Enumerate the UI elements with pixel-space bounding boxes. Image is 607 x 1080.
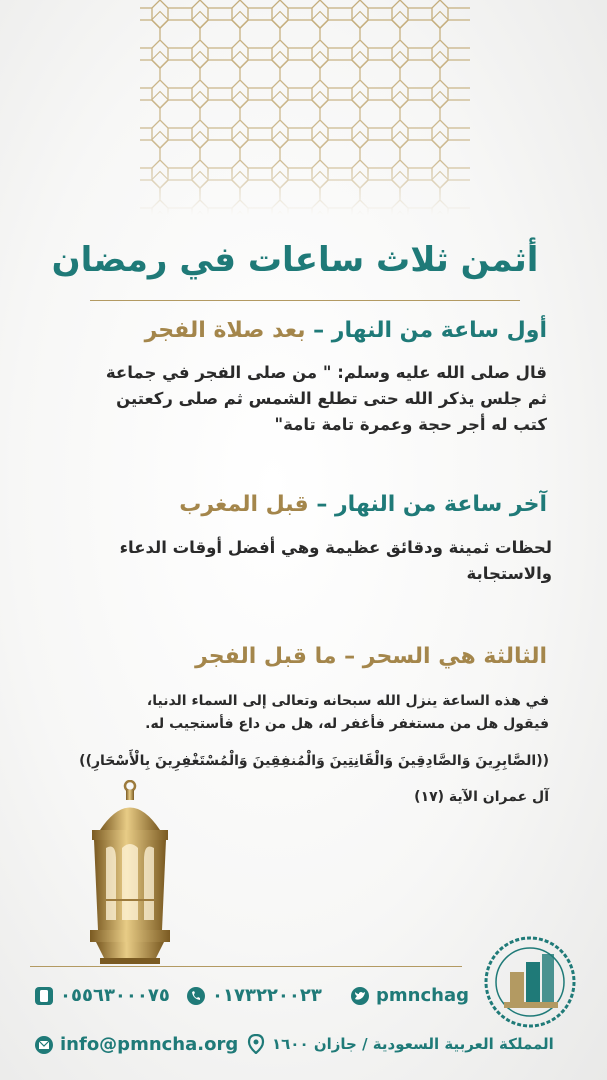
twitter-handle: pmnchag (376, 985, 469, 1006)
contact-twitter[interactable] (350, 985, 469, 1006)
contact-whatsapp[interactable] (186, 985, 322, 1006)
mobile-phone-icon (34, 986, 54, 1006)
section-1-heading (145, 316, 547, 346)
section-2-heading (179, 490, 547, 520)
mobile-number: ٠٥٥٦٣٠٠٠٧٥ (60, 985, 170, 1006)
contact-mobile[interactable] (34, 985, 170, 1006)
contact-location (246, 1034, 554, 1054)
quran-verse: ((الصَّابِرِينَ وَالصَّادِقِينَ وَالْقَانِتِينَ وَالْمُنفِقِينَ وَالْمُسْتَغْفِرِينَ بِالْأَسْحَارِ)) (79, 753, 549, 769)
whatsapp-icon (186, 986, 206, 1006)
section-1-heading-label: أول ساعة من النهار – (305, 318, 547, 343)
location-pin-icon (246, 1034, 266, 1054)
decorative-geometric-pattern (140, 0, 470, 215)
section-1-line-2: ثم جلس يذكر الله حتى تطلع الشمس ثم صلى ركعتين (116, 389, 547, 408)
whatsapp-number: ٠١٧٣٢٢٠٠٢٣ (212, 985, 322, 1006)
section-1-body (47, 360, 547, 438)
section-3-line-2: فيقول هل من مستغفر فأغفر له، هل من داع فأستجيب له. (145, 716, 549, 732)
footer-divider (30, 966, 462, 967)
organization-logo (478, 932, 583, 1032)
section-2-heading-label: آخر ساعة من النهار – (316, 492, 547, 517)
section-2-heading-time: قبل المغرب (179, 492, 309, 517)
email-address: info@pmncha.org (60, 1034, 239, 1055)
section-2-body (42, 535, 552, 587)
page-title: أثمن ثلاث ساعات في رمضان (51, 240, 539, 280)
section-1-line-1: قال صلى الله عليه وسلم: " من صلى الفجر في جماعة (105, 363, 547, 382)
section-3-body (49, 690, 549, 736)
email-icon (34, 1035, 54, 1055)
section-1-line-3: كتب له أجر حجة وعمرة تامة تامة" (274, 415, 547, 434)
title-divider (90, 300, 520, 301)
contact-email[interactable] (34, 1034, 238, 1055)
ramadan-lantern-image (70, 780, 190, 965)
section-2-line-1: لحظات ثمينة ودقائق عظيمة وهي أفضل أوقات الدعاء (119, 538, 552, 557)
section-3-heading: الثالثة هي السحر – ما قبل الفجر (195, 644, 547, 669)
address-text: المملكة العربية السعودية / جازان ١٦٠٠ (272, 1035, 554, 1053)
verse-reference: آل عمران الآية (١٧) (414, 789, 549, 805)
section-2-line-2: والاستجابة (466, 564, 552, 583)
twitter-icon (350, 986, 370, 1006)
section-1-heading-time: بعد صلاة الفجر (144, 318, 306, 343)
section-3-line-1: في هذه الساعة ينزل الله سبحانه وتعالى إلى السماء الدنيا، (146, 693, 549, 709)
